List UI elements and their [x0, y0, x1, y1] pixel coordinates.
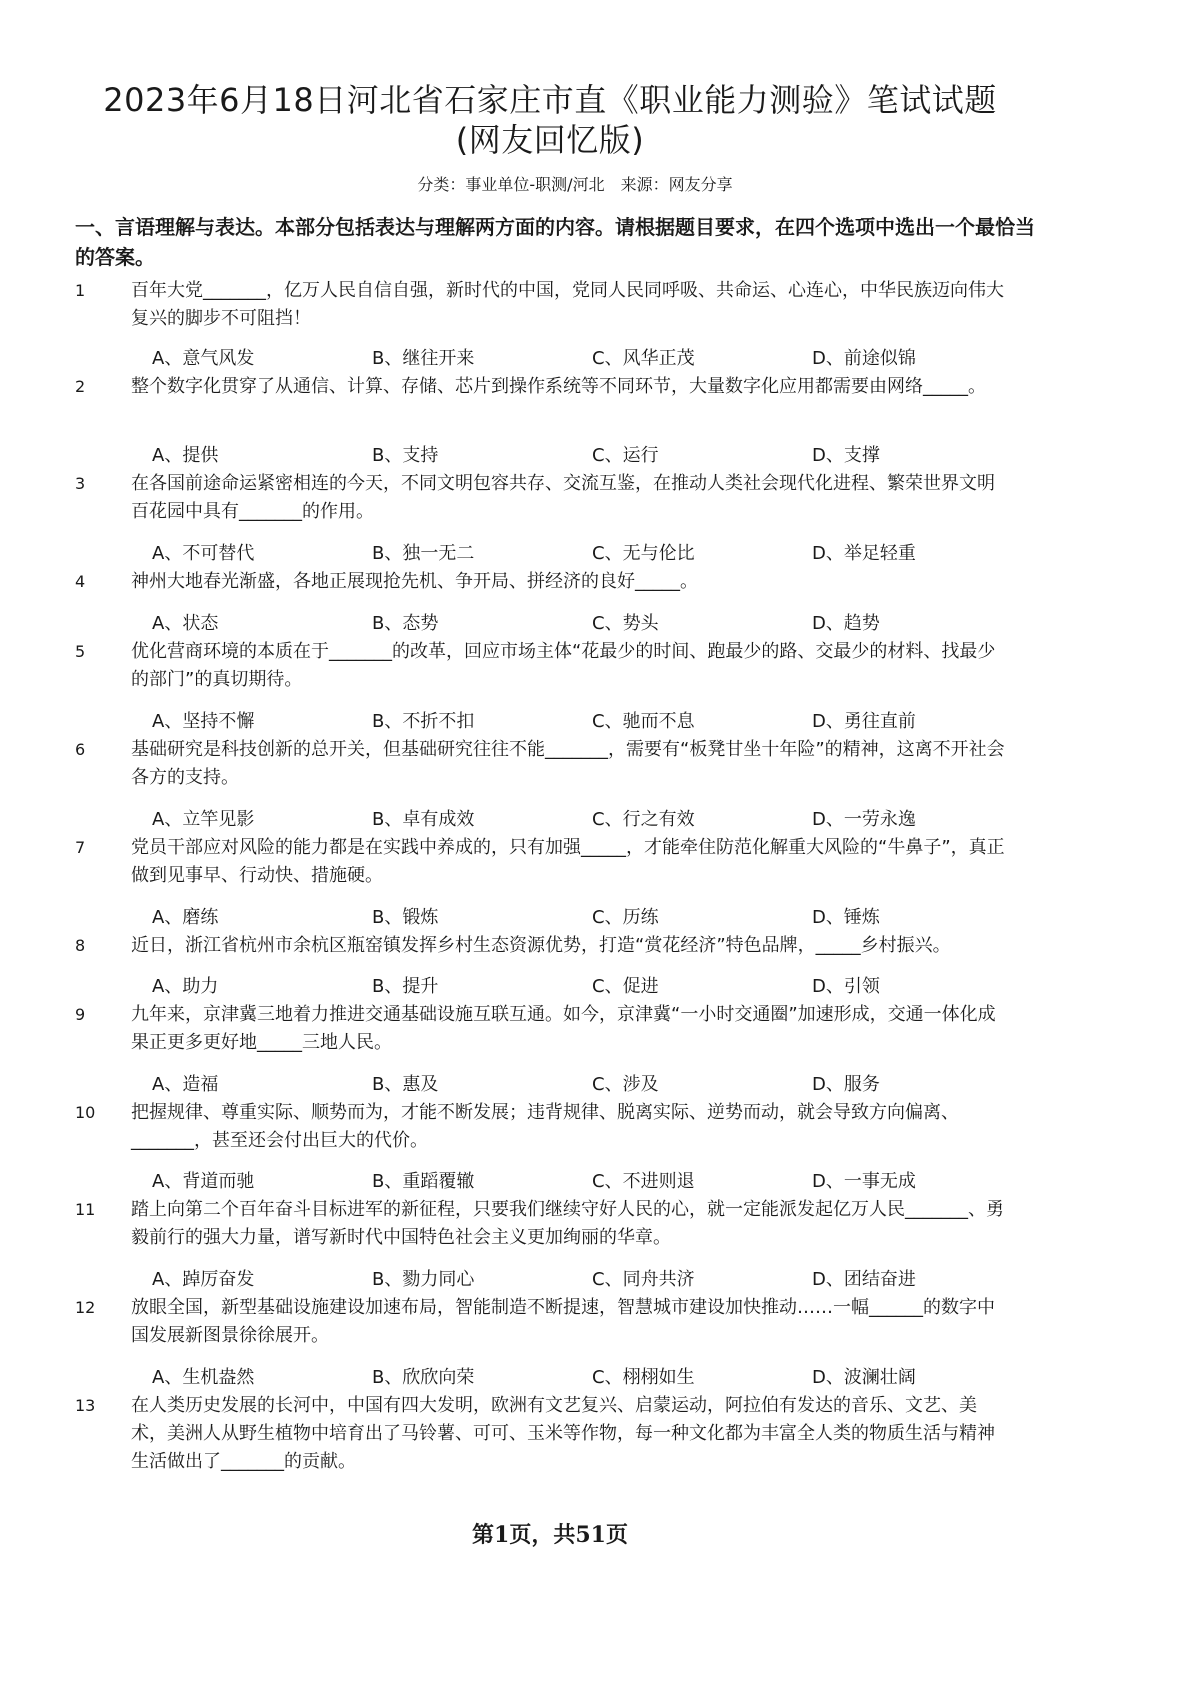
options-row [152, 806, 1032, 834]
option-c: C、栩栩如生 [592, 1367, 695, 1388]
question-text: 整个数字化贯穿了从通信、计算、存储、芯片到操作系统等不同环节，大量数字化应用都需要由网络_____。 [131, 376, 986, 397]
question-number: 6 [75, 740, 86, 759]
option-a: A、提供 [152, 445, 219, 466]
option-c: C、历练 [592, 907, 659, 928]
option-d: D、波澜壮阔 [812, 1367, 916, 1388]
option-c: C、同舟共济 [592, 1269, 695, 1290]
question-text: 放眼全国，新型基础设施建设加速布局，智能制造不断提速，智慧城市建设加快推动……一幅______的数字中国发展新图景徐徐展开。 [131, 1297, 995, 1346]
option-d: D、一劳永逸 [812, 809, 916, 830]
option-b: B、态势 [372, 613, 439, 634]
section-heading: 一、言语理解与表达。本部分包括表达与理解两方面的内容。请根据题目要求，在四个选项中选出一个最恰当的答案。 [75, 215, 1035, 269]
question-text: 基础研究是科技创新的总开关，但基础研究往往不能_______，需要有“板凳甘坐十年险”的精神，这离不开社会各方的支持。 [131, 739, 1005, 788]
question-number: 11 [75, 1200, 96, 1219]
option-b: B、提升 [372, 976, 439, 997]
option-d: D、团结奋进 [812, 1269, 916, 1290]
question-text: 神州大地春光渐盛，各地正展现抢先机、争开局、拼经济的良好_____。 [131, 571, 698, 592]
option-c: C、促进 [592, 976, 659, 997]
option-a: A、生机盎然 [152, 1367, 255, 1388]
question-number: 5 [75, 642, 86, 661]
option-a: A、磨练 [152, 907, 219, 928]
question-text: 党员干部应对风险的能力都是在实践中养成的，只有加强_____，才能牵住防范化解重大风险的“牛鼻子”，真正做到见事早、行动快、措施硬。 [131, 837, 1005, 886]
option-a: A、踔厉奋发 [152, 1269, 255, 1290]
page-footer: 第1页，共51页 [472, 1522, 628, 1548]
options-row [152, 973, 1032, 1001]
question-number: 3 [75, 474, 86, 493]
option-d: D、一事无成 [812, 1171, 916, 1192]
options-row [152, 1364, 1032, 1392]
option-b: B、不折不扣 [372, 711, 475, 732]
option-d: D、引领 [812, 976, 880, 997]
options-row [152, 345, 1032, 373]
option-d: D、勇往直前 [812, 711, 916, 732]
option-a: A、状态 [152, 613, 219, 634]
option-b: B、独一无二 [372, 543, 475, 564]
question-number: 2 [75, 377, 86, 396]
question-number: 13 [75, 1396, 96, 1415]
question-number: 8 [75, 936, 86, 955]
options-row [152, 1071, 1032, 1099]
option-a: A、意气风发 [152, 348, 255, 369]
options-row [152, 1168, 1032, 1196]
question-text: 在人类历史发展的长河中，中国有四大发明，欧洲有文艺复兴、启蒙运动，阿拉伯有发达的音乐、文艺、美术，美洲人从野生植物中培育出了马铃薯、可可、玉米等作物，每一种文化都为丰富全人类的物质生活与精神生活做出了_______的贡献。 [131, 1395, 995, 1472]
option-b: B、支持 [372, 445, 439, 466]
question-text: 踏上向第二个百年奋斗目标进军的新征程，只要我们继续守好人民的心，就一定能派发起亿万人民_______、勇毅前行的强大力量，谱写新时代中国特色社会主义更加绚丽的华章。 [131, 1199, 1004, 1248]
option-d: D、举足轻重 [812, 543, 916, 564]
option-a: A、助力 [152, 976, 219, 997]
option-d: D、支撑 [812, 445, 880, 466]
option-c: C、风华正茂 [592, 348, 695, 369]
question-number: 10 [75, 1103, 96, 1122]
page-title [0, 80, 1100, 160]
options-row [152, 540, 1032, 568]
option-b: B、惠及 [372, 1074, 439, 1095]
title-line-1: 2023年6月18日河北省石家庄市直《职业能力测验》笔试试题 [103, 81, 997, 119]
question-text: 优化营商环境的本质在于_______的改革，回应市场主体“花最少的时间、跑最少的路、交最少的材料、找最少的部门”的真切期待。 [131, 641, 996, 690]
question-text: 把握规律、尊重实际、顺势而为，才能不断发展；违背规律、脱离实际、逆势而动，就会导致方向偏离、_______，甚至还会付出巨大的代价。 [131, 1102, 959, 1151]
option-d: D、锤炼 [812, 907, 880, 928]
option-a: A、坚持不懈 [152, 711, 255, 732]
options-row [152, 904, 1032, 932]
question-text: 近日，浙江省杭州市余杭区瓶窑镇发挥乡村生态资源优势，打造“赏花经济”特色品牌，_____乡村振兴。 [131, 935, 951, 956]
title-line-2: (网友回忆版) [455, 121, 645, 159]
question-number: 12 [75, 1298, 96, 1317]
option-c: C、驰而不息 [592, 711, 695, 732]
option-c: C、行之有效 [592, 809, 695, 830]
option-c: C、不进则退 [592, 1171, 695, 1192]
question-text: 在各国前途命运紧密相连的今天，不同文明包容共存、交流互鉴，在推动人类社会现代化进程、繁荣世界文明百花园中具有_______的作用。 [131, 473, 995, 522]
category-source: 分类：事业单位-职测/河北 来源：网友分享 [417, 175, 733, 194]
options-row [152, 610, 1032, 638]
option-b: B、欣欣向荣 [372, 1367, 475, 1388]
option-a: A、立竿见影 [152, 809, 255, 830]
question-number: 4 [75, 572, 86, 591]
option-c: C、运行 [592, 445, 659, 466]
option-d: D、趋势 [812, 613, 880, 634]
options-row [152, 708, 1032, 736]
option-a: A、背道而驰 [152, 1171, 255, 1192]
option-b: B、重蹈覆辙 [372, 1171, 475, 1192]
options-row [152, 1266, 1032, 1294]
option-d: D、服务 [812, 1074, 880, 1095]
option-a: A、不可替代 [152, 543, 255, 564]
option-b: B、继往开来 [372, 348, 475, 369]
option-d: D、前途似锦 [812, 348, 916, 369]
question-number: 7 [75, 838, 86, 857]
options-row [152, 442, 1032, 470]
option-a: A、造福 [152, 1074, 219, 1095]
question-text: 百年大党_______，亿万人民自信自强，新时代的中国，党同人民同呼吸、共命运、心连心，中华民族迈向伟大复兴的脚步不可阻挡！ [131, 280, 1004, 329]
option-c: C、涉及 [592, 1074, 659, 1095]
question-number: 9 [75, 1005, 86, 1024]
option-c: C、势头 [592, 613, 659, 634]
option-c: C、无与伦比 [592, 543, 695, 564]
question-number: 1 [75, 281, 86, 300]
option-b: B、卓有成效 [372, 809, 475, 830]
question-text: 九年来，京津冀三地着力推进交通基础设施互联互通。如今，京津冀“一小时交通圈”加速形成，交通一体化成果正更多更好地_____三地人民。 [131, 1004, 996, 1053]
option-b: B、勠力同心 [372, 1269, 475, 1290]
option-b: B、锻炼 [372, 907, 439, 928]
